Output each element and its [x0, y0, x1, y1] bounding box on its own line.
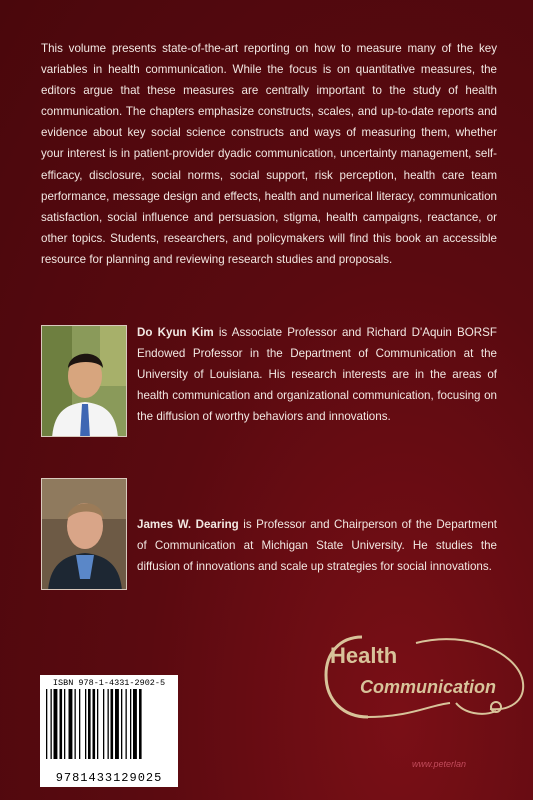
author-name: Do Kyun Kim	[137, 326, 214, 339]
author-bio-text: is Associate Professor and Richard D'Aquin BORSF Endowed Professor in the Department of Communication at the University of Louisiana. His research interests are in the areas of health communication and organizational communication, focusing on the diffusion of worthy behaviors and innovations.	[137, 326, 497, 424]
author-bio-dearing	[137, 514, 497, 577]
publisher-url: www.peterlan	[412, 759, 467, 769]
isbn-label: ISBN 978-1-4331-2902-5	[52, 678, 166, 688]
author-bio-kim	[137, 322, 497, 427]
isbn-number: 9781433129025	[55, 771, 163, 785]
isbn-barcode	[40, 675, 178, 787]
barcode-bars	[46, 689, 172, 759]
logo-line1: Health	[330, 643, 398, 668]
author-photo-dearing	[41, 478, 127, 590]
author-name: James W. Dearing	[137, 518, 239, 531]
health-communication-logo	[320, 625, 533, 730]
author-bio-text: is Professor and Chairperson of the Department of Communication at Michigan State University. He studies the diffusion of innovations and scale up strategies for social innovations.	[137, 518, 498, 574]
author-photo-kim	[41, 325, 127, 437]
logo-line2: Communication	[360, 677, 497, 697]
back-cover-blurb: This volume presents state-of-the-art reporting on how to measure many of the key variables in health communication. While the focus is on quantitative measures, the editors argue that these measures are centrally important to the study of health communication. The chapters emphasize constructs, scales, and up-to-date reports and evidence about key social science constructs and ways of measuring them, whether your interest is in patient-provider dyadic communication, uncertainty management, self-efficacy, disclosure, social norms, social support, risk perception, health care team performance, message design and effects, health and numerical literacy, communication satisfaction, social influence and persuasion, stigma, health campaigns, reactance, or other topics. Students, researchers, and policymakers will find this book an accessible resource for planning and reviewing research studies and proposals.	[41, 42, 497, 266]
